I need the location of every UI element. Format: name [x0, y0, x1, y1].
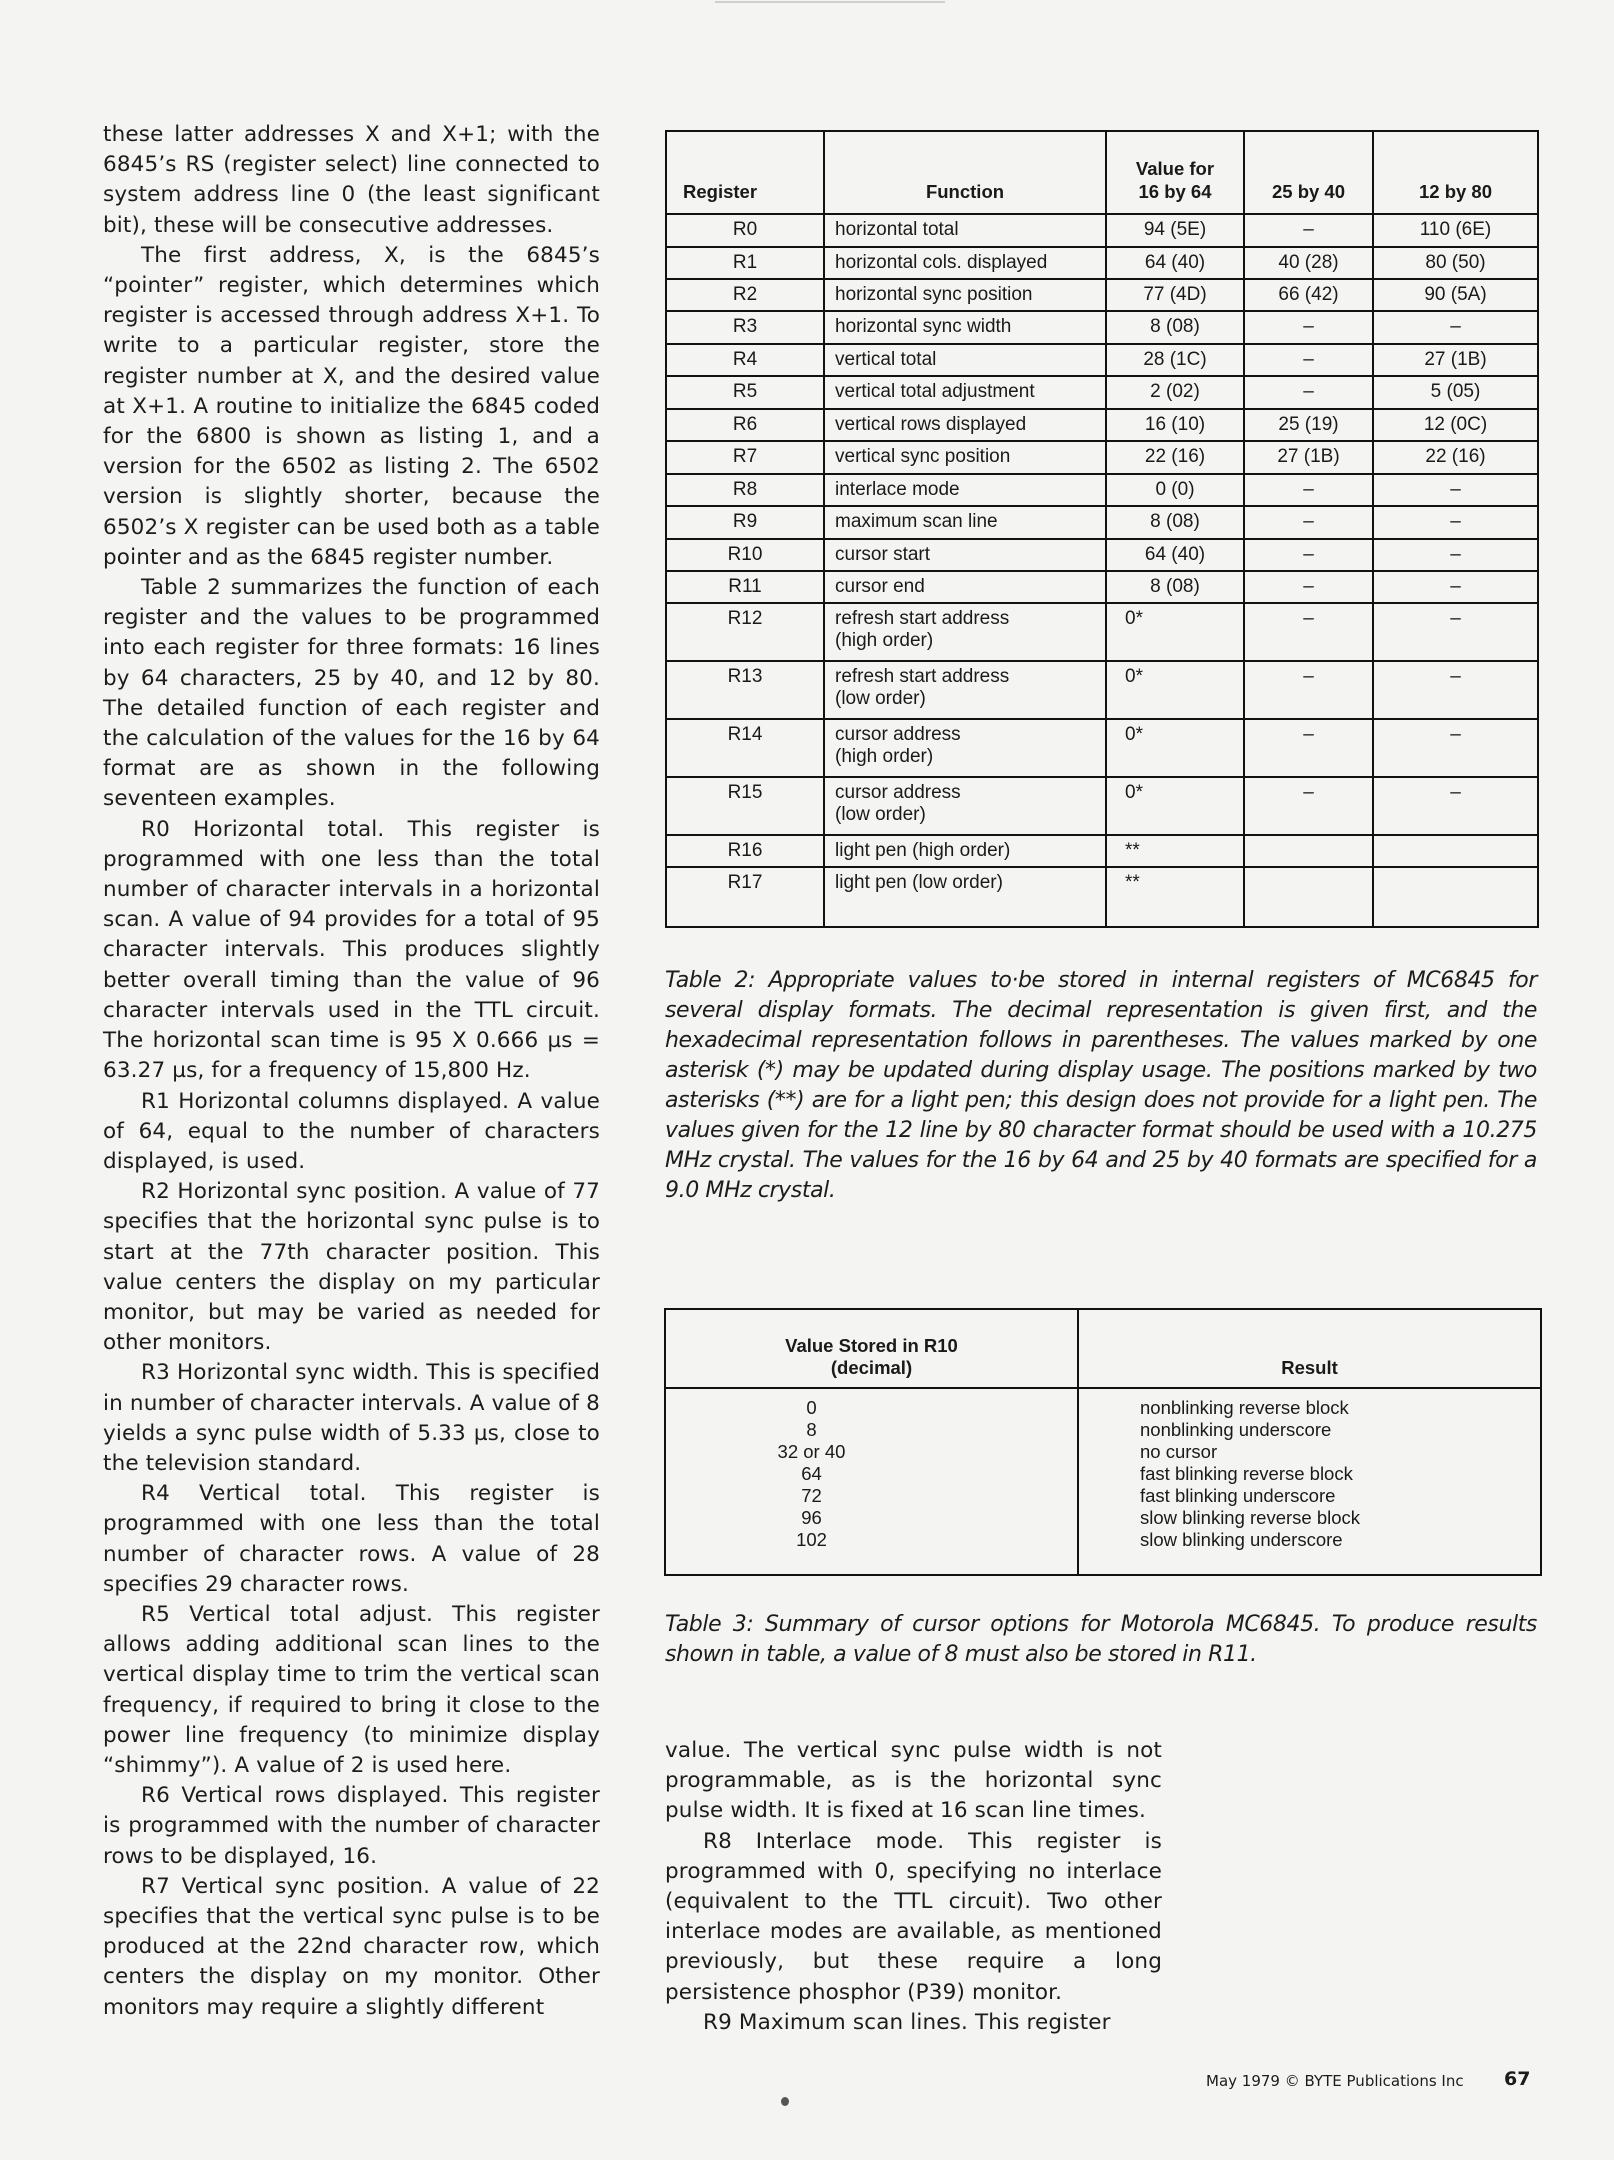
function-cell	[824, 311, 1106, 343]
register-cell: R10	[666, 539, 824, 571]
value-16by64-cell: **	[1106, 867, 1244, 927]
r10-value: 96	[801, 1507, 822, 1528]
register-cell: R15	[666, 777, 824, 835]
register-label: R2	[141, 1179, 170, 1205]
scan-artifact	[781, 2097, 789, 2106]
table-row	[666, 835, 1538, 867]
value-25by40-cell: –	[1244, 376, 1373, 408]
table-header-row	[665, 1309, 1541, 1388]
value-25by40-cell: –	[1244, 719, 1373, 777]
paragraph	[103, 573, 600, 815]
register-cell: R7	[666, 441, 824, 473]
register-label: R1	[141, 1088, 170, 1114]
function-cell	[824, 279, 1106, 311]
r10-value: 8	[806, 1419, 817, 1440]
paragraph	[103, 241, 600, 573]
table-row	[666, 474, 1538, 506]
function-text: refresh start address	[835, 666, 1010, 688]
value-25by40-cell: –	[1244, 311, 1373, 343]
table-row	[666, 214, 1538, 246]
table2-caption: Table 2: Appropriate values to·be stored in internal registers of MC6845 for several display formats. The decimal representation is given first, and the hexadecimal representation follows in parentheses. The values marked by one asterisk (*) may be updated during display usage. The positions marked by two asterisks (**) are for a light pen; this design does not provide for a light pen. The values given for the 12 line by 80 character format should be used with a 10.275 MHz crystal. The values for the 16 by 64 and 25 by 40 formats are specified for a 9.0 MHz crystal.	[665, 968, 1537, 1203]
r10-value: 72	[801, 1485, 822, 1506]
table-row	[666, 409, 1538, 441]
header-result: Result	[1078, 1309, 1541, 1388]
header-register: Register	[666, 131, 824, 214]
register-label: R3	[141, 1360, 170, 1386]
value-12by80-cell: 12 (0C)	[1373, 409, 1538, 441]
value-12by80-cell: –	[1373, 661, 1538, 719]
value-16by64-cell: 2 (02)	[1106, 376, 1244, 408]
paragraph-text: Horizontal sync width. This is specified in number of character intervals. A value of 8 yields a sync pulse width of 5.33 µs, close to the television standard.	[103, 1360, 600, 1476]
value-25by40-cell: 66 (42)	[1244, 279, 1373, 311]
header-function: Function	[824, 131, 1106, 214]
value-12by80-cell: –	[1373, 539, 1538, 571]
paragraph-text: Vertical total. This register is programmed with one less than the total number of character rows. A value of 28 specifies 29 character rows.	[103, 1481, 600, 1597]
function-text: cursor start	[835, 543, 931, 565]
paragraph-r3	[103, 1358, 600, 1479]
value-12by80-cell: –	[1373, 719, 1538, 777]
page-number: 67	[1504, 2068, 1531, 2090]
value-25by40-cell: –	[1244, 539, 1373, 571]
table-row	[666, 571, 1538, 603]
cursor-result: nonblinking reverse block	[1140, 1397, 1349, 1418]
table-body-row	[665, 1388, 1541, 1575]
paragraph-r7	[103, 1872, 600, 2023]
paragraph-text: Vertical sync position. A value of 22 specifies that the vertical sync pulse is to be produced at the 22nd character row, which centers the display on my monitor. Other monitors may require a slightly different	[103, 1873, 600, 2020]
function-cell	[824, 571, 1106, 603]
function-subtext: (high order)	[835, 630, 934, 652]
paragraph-text: Vertical rows displayed. This register is programmed with the number of character rows to be displayed, 16.	[103, 1783, 600, 1869]
function-cell	[824, 214, 1106, 246]
register-cell: R9	[666, 506, 824, 538]
r10-value: 102	[796, 1529, 827, 1550]
table-row	[666, 603, 1538, 661]
function-text: cursor address	[835, 723, 961, 745]
results-cell	[1078, 1388, 1541, 1575]
table-header-row	[666, 131, 1538, 214]
values-cell	[665, 1388, 1078, 1575]
footer-credit: May 1979 © BYTE Publications Inc	[1206, 2072, 1464, 2090]
cursor-result: slow blinking reverse block	[1140, 1507, 1361, 1528]
function-cell	[824, 603, 1106, 661]
register-label: R5	[141, 1601, 170, 1627]
paragraph-text: value. The vertical sync pulse width is not programmable, as is the horizontal sync pulse width. It is fixed at 16 scan line times.	[665, 1738, 1162, 1824]
header-value-line2: (decimal)	[830, 1357, 913, 1378]
value-16by64-cell: 77 (4D)	[1106, 279, 1244, 311]
table-row	[666, 441, 1538, 473]
function-text: maximum scan line	[835, 511, 998, 533]
value-16by64-cell: 0*	[1106, 777, 1244, 835]
table-row	[666, 661, 1538, 719]
function-cell	[824, 661, 1106, 719]
function-text: refresh start address	[835, 608, 1010, 630]
function-cell	[824, 719, 1106, 777]
paragraph-text: Vertical total adjust. This register allows adding additional scan lines to the vertical display time to trim the vertical scan frequency, if required to bring it close to the power line frequency (to minimize display “shimmy”). A value of 2 is used here.	[103, 1601, 600, 1778]
value-12by80-cell: 80 (50)	[1373, 247, 1538, 279]
register-cell: R16	[666, 835, 824, 867]
paragraph-r8	[665, 1827, 1162, 2008]
value-16by64-cell: **	[1106, 835, 1244, 867]
paragraph	[103, 120, 600, 241]
header-12by80: 12 by 80	[1373, 131, 1538, 214]
function-text: cursor address	[835, 781, 961, 803]
cursor-result: fast blinking underscore	[1140, 1485, 1336, 1506]
value-25by40-cell: 40 (28)	[1244, 247, 1373, 279]
table-row	[666, 279, 1538, 311]
paragraph	[665, 1736, 1162, 1827]
register-cell: R17	[666, 867, 824, 927]
value-16by64-cell: 64 (40)	[1106, 247, 1244, 279]
register-cell: R0	[666, 214, 824, 246]
table3-caption: Table 3: Summary of cursor options for Motorola MC6845. To produce results shown in table, a value of 8 must also be stored in R11.	[665, 1612, 1537, 1667]
value-25by40-cell: –	[1244, 344, 1373, 376]
value-25by40-cell	[1244, 835, 1373, 867]
value-12by80-cell: –	[1373, 474, 1538, 506]
function-text: light pen (low order)	[835, 872, 1003, 894]
function-text: light pen (high order)	[835, 839, 1011, 861]
right-body-column	[665, 1736, 1162, 2038]
value-16by64-cell: 16 (10)	[1106, 409, 1244, 441]
r10-value: 0	[806, 1397, 817, 1418]
table-row	[666, 777, 1538, 835]
function-text: horizontal cols. displayed	[835, 251, 1048, 273]
value-16by64-cell: 0*	[1106, 719, 1244, 777]
value-12by80-cell: –	[1373, 506, 1538, 538]
cursor-result: slow blinking underscore	[1140, 1529, 1343, 1550]
cursor-result: fast blinking reverse block	[1140, 1463, 1353, 1484]
paragraph-text: Table 2 summarizes the function of each register and the values to be programmed into each register for three formats: 16 lines by 64 characters, 25 by 40, and 12 by 80. The detailed function of each register and the calculation of the values for the 16 by 64 format are as shown in the following seventeen examples.	[103, 575, 600, 812]
register-label: R8	[703, 1828, 732, 1854]
function-text: horizontal sync position	[835, 284, 1033, 306]
value-12by80-cell: –	[1373, 571, 1538, 603]
value-16by64-cell: 22 (16)	[1106, 441, 1244, 473]
value-16by64-cell: 28 (1C)	[1106, 344, 1244, 376]
register-cell: R2	[666, 279, 824, 311]
paragraph-text: Horizontal sync position. A value of 77 specifies that the horizontal sync pulse is to start at the 77th character position. This value centers the display on my particular monitor, but may be varied as needed for other monitors.	[103, 1179, 600, 1356]
value-12by80-cell: –	[1373, 311, 1538, 343]
paragraph-text: Interlace mode. This register is programmed with 0, specifying no interlace (equivalent to the TTL circuit). Two other interlace modes are available, as mentioned previously, but these require a long persistence phosphor (P39) monitor.	[665, 1828, 1162, 2005]
function-subtext: (high order)	[835, 745, 934, 767]
function-text: vertical total adjustment	[835, 381, 1035, 403]
paragraph-r4	[103, 1479, 600, 1600]
function-text: horizontal sync width	[835, 316, 1012, 338]
header-value-line1: Value Stored in R10	[785, 1335, 958, 1356]
paragraph-r1	[103, 1087, 600, 1178]
register-cell: R8	[666, 474, 824, 506]
register-label: R4	[141, 1481, 170, 1507]
table-row	[666, 719, 1538, 777]
paragraph-r5	[103, 1600, 600, 1781]
table-row	[666, 539, 1538, 571]
header-25by40: 25 by 40	[1244, 131, 1373, 214]
value-12by80-cell: –	[1373, 603, 1538, 661]
register-cell: R14	[666, 719, 824, 777]
value-25by40-cell: –	[1244, 777, 1373, 835]
value-12by80-cell: 90 (5A)	[1373, 279, 1538, 311]
function-subtext: (low order)	[835, 688, 926, 710]
value-12by80-cell	[1373, 835, 1538, 867]
value-16by64-cell: 8 (08)	[1106, 506, 1244, 538]
scan-artifact	[715, 1, 945, 3]
value-25by40-cell: –	[1244, 603, 1373, 661]
function-cell	[824, 835, 1106, 867]
register-cell: R6	[666, 409, 824, 441]
register-cell: R3	[666, 311, 824, 343]
function-text: interlace mode	[835, 478, 960, 500]
function-cell	[824, 539, 1106, 571]
paragraph-text: Horizontal total. This register is programmed with one less than the total number of character intervals in a horizontal scan. A value of 94 provides for a total of 95 character intervals. This produces slightly better overall timing than the value of 96 character intervals used in the TTL circuit. The horizontal scan time is 95 X 0.666 µs = 63.27 µs, for a frequency of 15,800 Hz.	[103, 816, 600, 1084]
header-16by64	[1106, 131, 1244, 214]
register-cell: R12	[666, 603, 824, 661]
table-row	[666, 247, 1538, 279]
function-cell	[824, 441, 1106, 473]
register-label: R7	[141, 1873, 170, 1899]
function-cell	[824, 867, 1106, 927]
function-text: vertical sync position	[835, 446, 1011, 468]
value-16by64-cell: 8 (08)	[1106, 311, 1244, 343]
value-12by80-cell: 5 (05)	[1373, 376, 1538, 408]
register-values-table	[665, 130, 1539, 928]
value-12by80-cell: 22 (16)	[1373, 441, 1538, 473]
cursor-result: nonblinking underscore	[1140, 1419, 1332, 1440]
value-16by64-cell: 8 (08)	[1106, 571, 1244, 603]
function-text: vertical total	[835, 348, 937, 370]
paragraph-text: Maximum scan lines. This register	[731, 2009, 1111, 2035]
value-16by64-cell: 0 (0)	[1106, 474, 1244, 506]
value-25by40-cell: –	[1244, 474, 1373, 506]
function-text: vertical rows displayed	[835, 413, 1027, 435]
paragraph-text: these latter addresses X and X+1; with the 6845’s RS (register select) line connected to system address line 0 (the least significant bit), these will be consecutive addresses.	[103, 122, 600, 238]
value-25by40-cell: –	[1244, 661, 1373, 719]
r10-value: 32 or 40	[777, 1441, 846, 1462]
cursor-result: no cursor	[1140, 1441, 1218, 1462]
function-subtext: (low order)	[835, 803, 926, 825]
r10-value: 64	[801, 1463, 822, 1484]
cursor-options-table	[664, 1308, 1542, 1576]
header-16by64-line2: 16 by 64	[1138, 181, 1212, 203]
value-12by80-cell: 27 (1B)	[1373, 344, 1538, 376]
function-cell	[824, 344, 1106, 376]
paragraph-r0	[103, 815, 600, 1087]
paragraph-r6	[103, 1781, 600, 1872]
value-12by80-cell: –	[1373, 777, 1538, 835]
register-label: R6	[141, 1783, 170, 1809]
paragraph-r2	[103, 1177, 600, 1358]
table-row	[666, 376, 1538, 408]
function-text: cursor end	[835, 575, 925, 597]
header-16by64-line1: Value for	[1135, 158, 1215, 180]
function-cell	[824, 247, 1106, 279]
paragraph-text: Horizontal columns displayed. A value of 64, equal to the number of characters displayed, is used.	[103, 1088, 600, 1174]
paragraph-r9	[665, 2008, 1162, 2038]
function-cell	[824, 474, 1106, 506]
value-16by64-cell: 94 (5E)	[1106, 214, 1244, 246]
value-16by64-cell: 0*	[1106, 661, 1244, 719]
function-cell	[824, 777, 1106, 835]
value-12by80-cell: 110 (6E)	[1373, 214, 1538, 246]
value-16by64-cell: 64 (40)	[1106, 539, 1244, 571]
function-text: horizontal total	[835, 219, 959, 241]
function-cell	[824, 409, 1106, 441]
left-body-column	[103, 120, 600, 2023]
value-25by40-cell: 27 (1B)	[1244, 441, 1373, 473]
value-12by80-cell	[1373, 867, 1538, 927]
paragraph-text: The first address, X, is the 6845’s “pointer” register, which determines which register is accessed through address X+1. To write to a particular register, store the register number at X, and the desired value at X+1. A routine to initialize the 6845 coded for the 6800 is shown as listing 1, and a version for the 6502 as listing 2. The 6502 version is slightly shorter, because the 6502’s X register can be used both as a table pointer and as the 6845 register number.	[103, 242, 600, 570]
value-25by40-cell: –	[1244, 214, 1373, 246]
value-25by40-cell: 25 (19)	[1244, 409, 1373, 441]
value-25by40-cell: –	[1244, 571, 1373, 603]
register-label: R9	[703, 2009, 732, 2035]
table-row	[666, 344, 1538, 376]
value-16by64-cell: 0*	[1106, 603, 1244, 661]
value-25by40-cell	[1244, 867, 1373, 927]
table-row	[666, 867, 1538, 927]
table-row	[666, 506, 1538, 538]
register-cell: R5	[666, 376, 824, 408]
register-cell: R4	[666, 344, 824, 376]
register-cell: R1	[666, 247, 824, 279]
register-cell: R13	[666, 661, 824, 719]
register-label: R0	[141, 816, 170, 842]
value-25by40-cell: –	[1244, 506, 1373, 538]
header-value-stored	[665, 1309, 1078, 1388]
function-cell	[824, 506, 1106, 538]
function-cell	[824, 376, 1106, 408]
table-row	[666, 311, 1538, 343]
register-cell: R11	[666, 571, 824, 603]
